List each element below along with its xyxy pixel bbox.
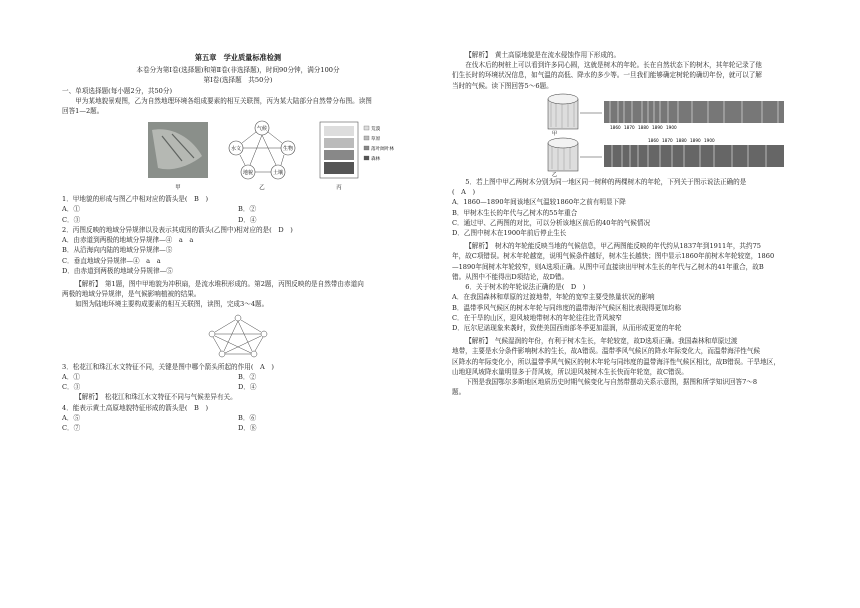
year-yi-2: 1880	[676, 137, 687, 143]
q3-option-c: C．③	[62, 383, 81, 392]
q3-options-row2	[62, 382, 414, 392]
q1-option-b: B．②	[238, 205, 257, 214]
node-hydrology: 水文	[230, 146, 242, 153]
question-3: 3．松花江和珠江水文特征不同，关键是图中哪个箭头所起的作用( A )	[62, 362, 274, 371]
node-soil: 土壤	[272, 170, 284, 177]
years-yi	[648, 138, 715, 143]
answer-5-line-3: —1890年间树木年轮较窄，则A选项正确。从图中可直接读出甲树木生长的年代与乙树木的41年重合，故B	[452, 262, 764, 271]
answer-6-line-2: 地带，主要是水分条件影响树木的生长，故A错误。温带季风气候区的降水年际变化大，而温带海洋性气候	[452, 347, 761, 356]
q4-options-row2	[62, 423, 414, 433]
exam-intro: 本卷分为第Ⅰ卷(选择题)和第Ⅱ卷(非选择题)，时间90分钟，满分100分	[136, 66, 340, 75]
stem-5-line-2: 们生长时的环境状况信息，如气温的高低、降水的多少等。一旦我们能够确定树轮的确切年份，就可以了解	[452, 71, 762, 80]
node-climate: 气候	[256, 126, 268, 133]
q2-option-d: D．由赤道到两极的地域分异规律—⑤	[62, 266, 173, 275]
page-title: 第五章 学业质量标准检测	[194, 53, 282, 62]
part-heading: 第Ⅰ卷(选择题 共50分)	[203, 76, 273, 85]
q6-option-c: C．在干旱的山区，迎风坡地带树木的年轮往往比背风坡窄	[452, 313, 622, 322]
question-6: 6．关于树木的年轮说法正确的是( D )	[465, 283, 586, 292]
stem-1-line-2: 回答1—2题。	[62, 107, 104, 116]
stem-5-line-3: 当时的气候。读下图回答5～6题。	[452, 81, 553, 90]
label-yi: 乙	[259, 185, 265, 192]
q5-option-d: D．乙图中树木在1900年前后停止生长	[452, 228, 567, 237]
relation-network	[209, 315, 267, 357]
q3-option-d: D．④	[238, 383, 257, 392]
stem-7-line-2: 题。	[452, 388, 466, 397]
answer-6-line-4: 山地迎风坡降水量明显多于背风坡，所以迎风坡树木生长快而年轮宽，故C错误。	[452, 367, 688, 376]
question-1: 1．甲地貌的形成与图乙中相对应的箭头是( B )	[62, 195, 209, 204]
year-jia-0: 1860	[610, 124, 621, 130]
label-bing: 丙	[336, 185, 342, 192]
q5-option-c: C．通过甲、乙两图的对比，可以分析该地区前后的40年的气候情况	[452, 218, 651, 227]
year-jia-1: 1870	[624, 124, 635, 130]
q4-options-row1	[62, 413, 414, 423]
q3-options-row1	[62, 372, 414, 382]
figure-1-svg	[62, 116, 414, 194]
q2-option-c: C．垂直地域分异规律—④ a a	[62, 256, 161, 265]
q2-option-b: B．从沿海向内陆的地域分异规律—⑤	[62, 246, 173, 255]
stem-5-line-1: 在伐木后的树桩上可以看到许多同心圆，这就是树木的年轮。长在自然状态下的树木，其年轮记录了他	[465, 61, 762, 70]
q4-option-c: C．⑦	[62, 423, 81, 432]
year-jia-2: 1880	[638, 124, 649, 130]
q4-option-a: A．⑤	[62, 413, 80, 422]
q1-option-c: C．③	[62, 215, 81, 224]
tree-rings-svg	[452, 91, 804, 177]
ring-strip-yi	[604, 145, 784, 167]
q3-option-a: A．①	[62, 372, 80, 381]
answer-5-line-4: 错。从图中不能得出D项结论，故D错。	[452, 272, 569, 281]
figure-2	[62, 310, 414, 362]
figure-2-svg	[62, 310, 414, 362]
q1-option-a: A．①	[62, 205, 80, 214]
legend-grassland: 草原	[371, 137, 381, 143]
label-jia: 甲	[175, 185, 181, 192]
q6-option-a: A．在我国森林和草原的过渡地带，年轮的宽窄主要受热量状况的影响	[452, 293, 655, 302]
zone-legend	[364, 125, 394, 162]
label-stump-yi: 乙	[552, 171, 558, 177]
q4-option-d: D．⑧	[238, 423, 257, 432]
ring-strip-jia	[604, 101, 784, 123]
stem-1-line-1: 甲为某地貌景观图，乙为自然地理环境各组成要素的相互关联图，丙为某大陆部分自然带分布图。读图	[75, 96, 372, 105]
q2-option-a: A．由赤道到两极的地域分异规律—④ a a	[62, 236, 194, 245]
legend-forest: 森林	[371, 157, 381, 163]
q4-option-b: B．⑥	[238, 413, 257, 422]
answer-1-2-line-1: 【解析】 第1题，图中甲地貌为冲积扇，是流水堆积形成的。第2题，丙图反映的是自然带由赤道向	[75, 280, 364, 288]
answer-4: 【解析】 黄土高原地貌是在流水侵蚀作用下形成的。	[465, 51, 621, 59]
legend-desert: 荒漠	[371, 127, 381, 133]
year-jia-3: 1890	[652, 124, 663, 130]
right-column	[452, 50, 804, 397]
figure-1	[62, 116, 414, 194]
natural-zones-figure	[320, 122, 358, 178]
elements-diagram	[229, 121, 295, 179]
q1-options-row2	[62, 215, 414, 225]
q1-option-d: D．④	[238, 215, 257, 224]
answer-1-2-line-2: 两极的地域分异规律，是气候影响植被的结果。	[62, 290, 201, 299]
year-yi-1: 1870	[662, 137, 673, 143]
q1-options-row1	[62, 204, 414, 214]
q5-option-b: B．甲树木生长的年代与乙树木的55年重合	[452, 208, 578, 217]
left-column	[62, 0, 414, 433]
answer-6-line-3: 区降水的年际变化小，所以温带季风气候区的树木年轮与同纬度的温带海洋性气候区相比，故B错误。干旱地区，	[452, 357, 780, 366]
stump-yi	[548, 138, 578, 171]
node-landform: 地貌	[242, 170, 254, 177]
question-4: 4．能表示黄土高原地貌特征形成的箭头是( B )	[62, 403, 209, 412]
label-stump-jia: 甲	[552, 130, 558, 137]
answer-6-line-1: 【解析】 气候湿润的年份，有利于树木生长，年轮较宽，故D选项正确。我国森林和草原过渡	[465, 337, 738, 346]
q5-option-a: A．1860—1890年间该地区气温较1860年之前有明显下降	[452, 198, 626, 207]
year-yi-4: 1900	[704, 137, 715, 143]
stump-jia	[548, 94, 578, 129]
year-jia-4: 1900	[666, 124, 677, 130]
question-5-line-1: 5．若上图中甲乙两树木分别为同一地区同一树种的两棵树木的年轮，下列关于图示说法正确的是	[465, 177, 747, 186]
answer-5-line-1: 【解析】 树木的年轮能反映当地的气候信息，甲乙两图能反映的年代约从1837年到1911年，共约75	[465, 242, 761, 251]
figure-tree-rings	[452, 91, 804, 177]
answer-5-line-2: 年，故C项错误。树木年轮越宽，说明气候条件越好，树木生长越快；图中显示1860年前树木年轮较宽，1860	[452, 252, 775, 261]
q6-option-b: B．温带季风气候区的树木年轮与同纬度的温带海洋气候区相比表现得更加均称	[452, 303, 682, 312]
years-jia	[610, 125, 677, 130]
answer-3: 【解析】 松花江和珠江水文特征不同与气候差异有关。	[75, 393, 237, 402]
year-yi-3: 1890	[690, 137, 701, 143]
q3-option-b: B．②	[238, 372, 257, 381]
stem-7-line-1: 下图是我国鄂尔多斯地区地质历史时期气候变化与自然带摆动关系示意图，据图和所学知识回答7～8	[465, 378, 758, 387]
legend-deciduous: 落叶阔叶林	[371, 147, 394, 153]
question-2: 2．丙图反映的地域分异规律以及表示其成因的箭头(乙图中)相对应的是( D )	[62, 225, 293, 234]
question-5-line-2: ( A )	[452, 188, 476, 197]
stem-3-4: 如图为陆地环境主要构成要素的相互关联图，读图，完成3～4题。	[75, 300, 269, 309]
section-heading: 一、单项选择题(每小题2分，共50分)	[62, 86, 173, 95]
year-yi-0: 1860	[648, 137, 659, 143]
node-biology: 生物	[282, 146, 294, 153]
q6-option-d: D．厄尔尼诺现象来袭时，致使美国西南部冬季更加湿润，从而形成更宽的年轮	[452, 323, 682, 332]
